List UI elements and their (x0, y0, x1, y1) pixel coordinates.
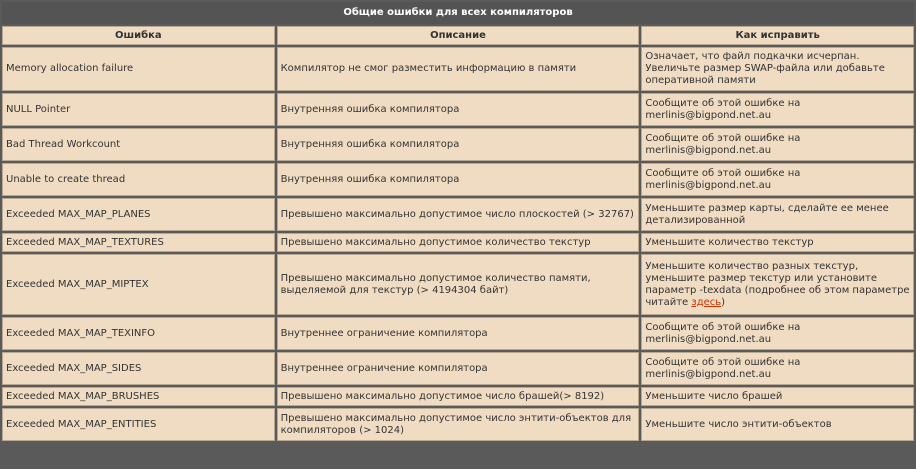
table-row (2, 93, 914, 126)
error-name-cell: Unable to create thread (2, 163, 275, 196)
table-row (2, 198, 914, 231)
column-header-description: Описание (277, 26, 640, 45)
fix-cell: Уменьшите число брашей (641, 387, 914, 406)
fix-cell: Означает, что файл подкачки исчерпан. Увеличьте размер SWAP-файла или добавьте оперативной памяти (641, 47, 914, 91)
fix-cell: Сообщите об этой ошибке на merlinis@bigpond.net.au (641, 317, 914, 350)
fix-cell: Уменьшите количество текстур (641, 233, 914, 252)
column-header-error: Ошибка (2, 26, 275, 45)
error-name-cell: Exceeded MAX_MAP_ENTITIES (2, 408, 275, 441)
fix-text-end: ) (721, 296, 726, 308)
error-description-cell: Превышено максимально допустимое количество текстур (277, 233, 640, 252)
table-row (2, 128, 914, 161)
fix-cell: Сообщите об этой ошибке на merlinis@bigpond.net.au (641, 352, 914, 385)
fix-cell: Сообщите об этой ошибке на merlinis@bigpond.net.au (641, 93, 914, 126)
error-name-cell: Bad Thread Workcount (2, 128, 275, 161)
table-row (2, 317, 914, 350)
error-name-cell: Exceeded MAX_MAP_SIDES (2, 352, 275, 385)
table-row (2, 163, 914, 196)
table-row (2, 47, 914, 91)
fix-cell: Уменьшите число энтити-объектов (641, 408, 914, 441)
table-row (2, 352, 914, 385)
fix-text: Уменьшите количество разных текстур, уменьшите размер текстур или установите параметр -texdata (подробнее об этом параметре читайте (645, 260, 910, 308)
error-description-cell: Превышено максимально допустимое количество памяти, выделяемой для текстур (> 4194304 байт) (277, 254, 640, 315)
table-row (2, 254, 914, 315)
table-row (2, 408, 914, 441)
error-name-cell: NULL Pointer (2, 93, 275, 126)
column-header-row (2, 26, 914, 45)
error-name-cell: Exceeded MAX_MAP_TEXTURES (2, 233, 275, 252)
fix-cell (641, 254, 914, 315)
fix-cell: Сообщите об этой ошибке на merlinis@bigpond.net.au (641, 128, 914, 161)
error-name-cell: Exceeded MAX_MAP_BRUSHES (2, 387, 275, 406)
error-description-cell: Превышено максимально допустимое число энтити-объектов для компиляторов (> 1024) (277, 408, 640, 441)
fix-cell: Уменьшите размер карты, сделайте ее менее детализированной (641, 198, 914, 231)
error-description-cell: Внутреннее ограничение компилятора (277, 352, 640, 385)
table-title-row (2, 2, 914, 24)
error-description-cell: Внутренняя ошибка компилятора (277, 93, 640, 126)
error-description-cell: Внутренняя ошибка компилятора (277, 163, 640, 196)
table-row (2, 387, 914, 406)
details-link[interactable]: здесь (691, 296, 722, 308)
table-row (2, 233, 914, 252)
error-name-cell: Exceeded MAX_MAP_MIPTEX (2, 254, 275, 315)
error-description-cell: Внутренняя ошибка компилятора (277, 128, 640, 161)
error-name-cell: Exceeded MAX_MAP_TEXINFO (2, 317, 275, 350)
fix-cell: Сообщите об этой ошибке на merlinis@bigpond.net.au (641, 163, 914, 196)
error-description-cell: Внутреннее ограничение компилятора (277, 317, 640, 350)
error-description-cell: Превышено максимально допустимое число брашей(> 8192) (277, 387, 640, 406)
error-description-cell: Компилятор не смог разместить информацию в памяти (277, 47, 640, 91)
error-name-cell: Memory allocation failure (2, 47, 275, 91)
column-header-fix: Как исправить (641, 26, 914, 45)
error-name-cell: Exceeded MAX_MAP_PLANES (2, 198, 275, 231)
table-title: Общие ошибки для всех компиляторов (2, 2, 914, 24)
error-description-cell: Превышено максимально допустимое число плоскостей (> 32767) (277, 198, 640, 231)
